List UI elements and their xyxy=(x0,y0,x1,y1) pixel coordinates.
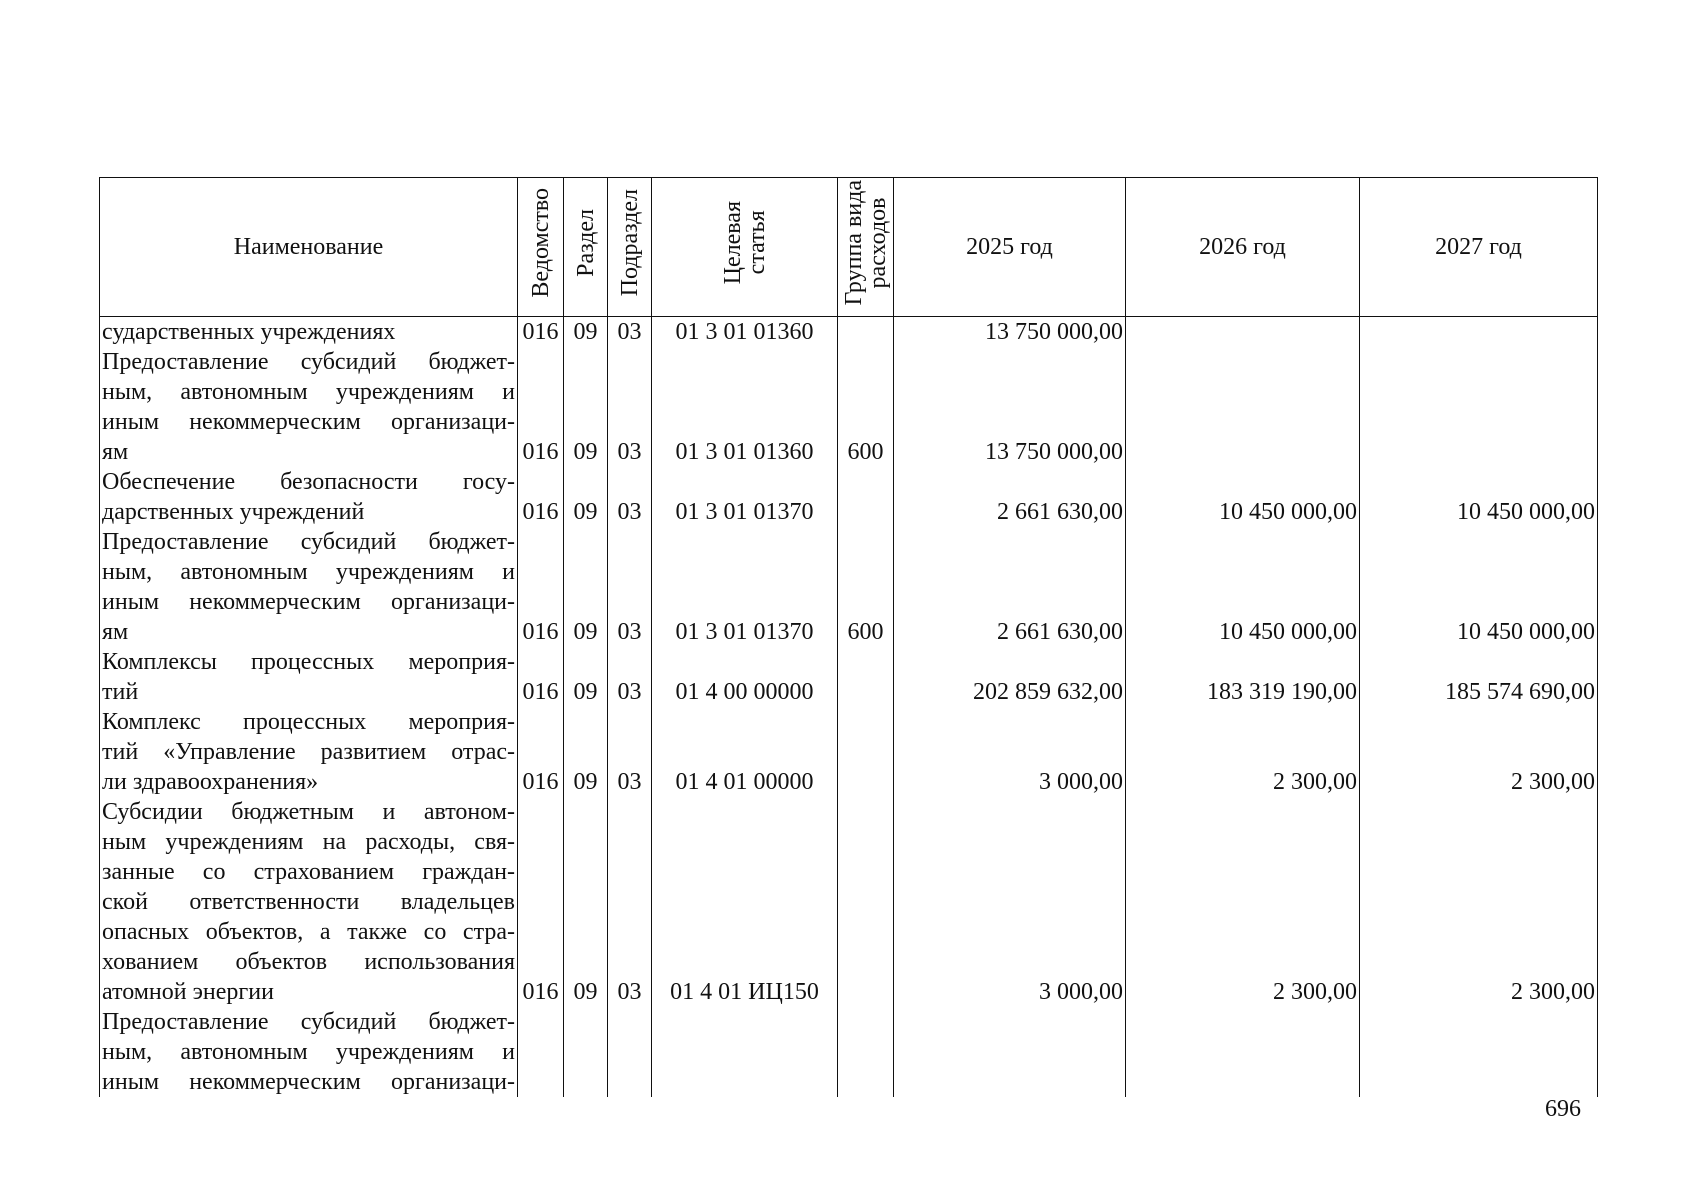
row-amount-2025: 2 661 630,00 xyxy=(894,527,1126,647)
row-gruppa-rashodov xyxy=(838,467,894,527)
row-name xyxy=(100,707,518,797)
row-celevaya-statya: 01 3 01 01360 xyxy=(652,347,838,467)
row-name xyxy=(100,347,518,467)
row-name-line: иным некоммерческим организаци- xyxy=(102,409,515,435)
row-amount-2027: 10 450 000,00 xyxy=(1360,527,1598,647)
row-gruppa-rashodov: 600 xyxy=(838,347,894,467)
row-name xyxy=(100,1007,518,1097)
table-row xyxy=(100,1007,1598,1097)
row-name-line: ям xyxy=(102,439,129,465)
row-name-line: Предоставление субсидий бюджет- xyxy=(102,1009,515,1035)
row-name-line: ли здравоохранения» xyxy=(102,769,319,795)
row-razdel: 09 xyxy=(564,797,608,1007)
row-podrazdel: 03 xyxy=(608,317,652,348)
row-razdel: 09 xyxy=(564,527,608,647)
row-vedomstvo: 016 xyxy=(518,347,564,467)
row-podrazdel: 03 xyxy=(608,467,652,527)
header-celevaya: Целевая статья xyxy=(652,178,838,317)
row-name-line: занные со страхованием граждан- xyxy=(102,859,515,885)
row-name-line: тий «Управление развитием отрас- xyxy=(102,739,515,765)
header-2026: 2026 год xyxy=(1126,178,1360,317)
row-amount-2025 xyxy=(894,1007,1126,1097)
header-2025: 2025 год xyxy=(894,178,1126,317)
row-name-line: Субсидии бюджетным и автоном- xyxy=(102,799,515,825)
header-name: Наименование xyxy=(100,178,518,317)
row-name-line: иным некоммерческим организаци- xyxy=(102,589,515,615)
row-vedomstvo: 016 xyxy=(518,707,564,797)
header-row xyxy=(100,178,1598,317)
page-number: 696 xyxy=(1545,1096,1581,1122)
row-podrazdel: 03 xyxy=(608,707,652,797)
row-celevaya-statya xyxy=(652,1007,838,1097)
row-name-line: Обеспечение безопасности госу- xyxy=(102,469,515,495)
row-amount-2027 xyxy=(1360,317,1598,348)
row-name-line: иным некоммерческим организаци- xyxy=(102,1069,515,1095)
row-name xyxy=(100,467,518,527)
row-name-line: сударственных учреждениях xyxy=(102,319,396,345)
row-razdel: 09 xyxy=(564,707,608,797)
row-amount-2025: 202 859 632,00 xyxy=(894,647,1126,707)
row-amount-2026: 10 450 000,00 xyxy=(1126,467,1360,527)
row-celevaya-statya: 01 4 01 00000 xyxy=(652,707,838,797)
row-name-line: Комплексы процессных мероприя- xyxy=(102,649,515,675)
row-razdel: 09 xyxy=(564,347,608,467)
header-podrazdel: Подраздел xyxy=(608,178,652,317)
table-row xyxy=(100,707,1598,797)
row-name-line: ным учреждениям на расходы, свя- xyxy=(102,829,515,855)
row-amount-2026 xyxy=(1126,1007,1360,1097)
row-name-line: ным, автономным учреждениям и xyxy=(102,559,515,585)
row-amount-2027: 2 300,00 xyxy=(1360,797,1598,1007)
row-name-line: дарственных учреждений xyxy=(102,499,365,525)
row-vedomstvo xyxy=(518,1007,564,1097)
header-gruppa: Группа вида расходов xyxy=(838,178,894,317)
row-celevaya-statya: 01 3 01 01370 xyxy=(652,467,838,527)
row-name-line: ской ответственности владельцев xyxy=(102,889,515,915)
row-razdel xyxy=(564,1007,608,1097)
row-podrazdel: 03 xyxy=(608,797,652,1007)
row-name xyxy=(100,797,518,1007)
row-celevaya-statya: 01 3 01 01360 xyxy=(652,317,838,348)
row-name-line: опасных объектов, а также со стра- xyxy=(102,919,515,945)
row-celevaya-statya: 01 4 00 00000 xyxy=(652,647,838,707)
row-amount-2027: 2 300,00 xyxy=(1360,707,1598,797)
row-razdel: 09 xyxy=(564,317,608,348)
row-name-line: Предоставление субсидий бюджет- xyxy=(102,349,515,375)
table-row xyxy=(100,647,1598,707)
row-amount-2027 xyxy=(1360,347,1598,467)
table-row xyxy=(100,317,1598,348)
row-amount-2025: 2 661 630,00 xyxy=(894,467,1126,527)
row-amount-2026 xyxy=(1126,317,1360,348)
row-amount-2026: 183 319 190,00 xyxy=(1126,647,1360,707)
row-gruppa-rashodov xyxy=(838,1007,894,1097)
row-gruppa-rashodov: 600 xyxy=(838,527,894,647)
row-gruppa-rashodov xyxy=(838,647,894,707)
row-vedomstvo: 016 xyxy=(518,797,564,1007)
row-amount-2025: 3 000,00 xyxy=(894,707,1126,797)
row-gruppa-rashodov xyxy=(838,707,894,797)
table-row xyxy=(100,797,1598,1007)
row-vedomstvo: 016 xyxy=(518,647,564,707)
row-amount-2026: 10 450 000,00 xyxy=(1126,527,1360,647)
row-razdel: 09 xyxy=(564,467,608,527)
row-vedomstvo: 016 xyxy=(518,527,564,647)
header-razdel: Раздел xyxy=(564,178,608,317)
row-amount-2027: 185 574 690,00 xyxy=(1360,647,1598,707)
table-row xyxy=(100,347,1598,467)
row-name-line: ным, автономным учреждениям и xyxy=(102,379,515,405)
row-podrazdel: 03 xyxy=(608,647,652,707)
row-podrazdel xyxy=(608,1007,652,1097)
row-name-line: ным, автономным учреждениям и xyxy=(102,1039,515,1065)
table-row xyxy=(100,527,1598,647)
row-name xyxy=(100,317,518,348)
row-podrazdel: 03 xyxy=(608,527,652,647)
row-gruppa-rashodov xyxy=(838,797,894,1007)
row-celevaya-statya: 01 3 01 01370 xyxy=(652,527,838,647)
row-name-line: атомной энергии xyxy=(102,979,274,1005)
row-name-line: ям xyxy=(102,619,129,645)
table-body xyxy=(100,317,1598,1098)
row-amount-2026 xyxy=(1126,347,1360,467)
row-amount-2026: 2 300,00 xyxy=(1126,707,1360,797)
budget-table xyxy=(99,177,1598,1097)
row-vedomstvo: 016 xyxy=(518,467,564,527)
row-name-line: Комплекс процессных мероприя- xyxy=(102,709,515,735)
row-amount-2027: 10 450 000,00 xyxy=(1360,467,1598,527)
row-amount-2026: 2 300,00 xyxy=(1126,797,1360,1007)
row-podrazdel: 03 xyxy=(608,347,652,467)
table-row xyxy=(100,467,1598,527)
row-celevaya-statya: 01 4 01 ИЦ150 xyxy=(652,797,838,1007)
row-amount-2025: 13 750 000,00 xyxy=(894,347,1126,467)
row-name-line: Предоставление субсидий бюджет- xyxy=(102,529,515,555)
header-2027: 2027 год xyxy=(1360,178,1598,317)
row-amount-2025: 13 750 000,00 xyxy=(894,317,1126,348)
row-name xyxy=(100,527,518,647)
row-amount-2025: 3 000,00 xyxy=(894,797,1126,1007)
row-amount-2027 xyxy=(1360,1007,1598,1097)
row-gruppa-rashodov xyxy=(838,317,894,348)
row-vedomstvo: 016 xyxy=(518,317,564,348)
row-razdel: 09 xyxy=(564,647,608,707)
table-header xyxy=(100,178,1598,317)
row-name-line: тий xyxy=(102,679,139,705)
header-vedomstvo: Ведомство xyxy=(518,178,564,317)
row-name xyxy=(100,647,518,707)
row-name-line: хованием объектов использования xyxy=(102,949,515,975)
